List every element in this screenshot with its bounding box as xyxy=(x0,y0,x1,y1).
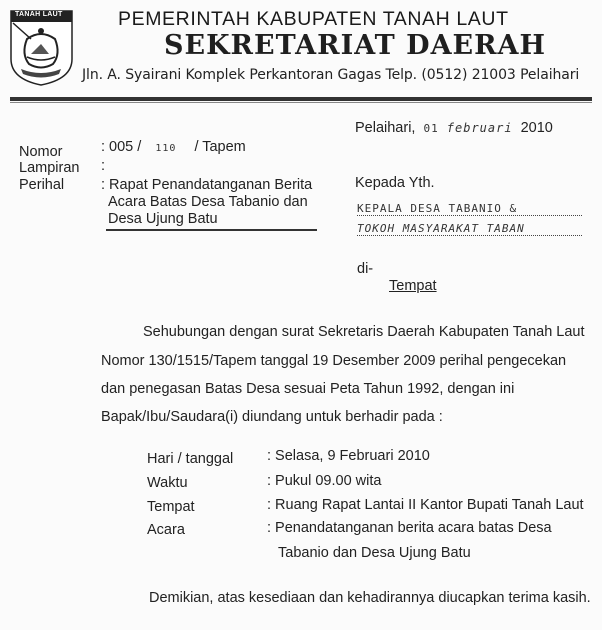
lampiran-value: : xyxy=(101,158,106,174)
recipient-line-2: TOKOH MASYARAKAT TABAN xyxy=(357,222,582,236)
detail-value-waktu: : Pukul 09.00 wita xyxy=(267,473,382,489)
perihal-line-3: Desa Ujung Batu xyxy=(108,211,218,227)
perihal-label: Perihal xyxy=(19,177,65,193)
detail-label-acara: Acara xyxy=(147,522,185,538)
logo-label: TANAH LAUT xyxy=(15,11,63,18)
perihal-underline xyxy=(106,229,317,231)
body-line-1: Sehubungan dengan surat Sekretaris Daerah Kabupaten Tanah Laut xyxy=(143,324,585,340)
government-name: PEMERINTAH KABUPATEN TANAH LAUT xyxy=(118,8,509,30)
di-label: di- xyxy=(357,261,374,277)
month-handwritten: februari xyxy=(446,121,513,135)
letterhead-divider xyxy=(10,97,592,101)
detail-label-waktu: Waktu xyxy=(147,475,188,491)
nomor-label: Nomor xyxy=(19,144,63,160)
closing-text: Demikian, atas kesediaan dan kehadirannya diucapkan terima kasih. xyxy=(149,590,591,606)
salutation: Kepada Yth. xyxy=(355,175,435,191)
body-line-4: Bapak/Ibu/Saudara(i) diundang untuk berhadir pada : xyxy=(101,409,443,425)
day-handwritten: 01 xyxy=(423,122,439,135)
perihal-line-2: Acara Batas Desa Tabanio dan xyxy=(108,194,308,210)
detail-value-acara-cont: Tabanio dan Desa Ujung Batu xyxy=(278,545,471,561)
body-line-3: dan penegasan Batas Desa sesuai Peta Tahun 1992, dengan ini xyxy=(101,381,515,397)
lampiran-label: Lampiran xyxy=(19,160,80,176)
body-line-2: Nomor 130/1515/Tapem tanggal 19 Desember 2009 perihal pengecekan xyxy=(101,353,567,369)
nomor-prefix: : 005 / xyxy=(101,139,142,155)
place-date xyxy=(355,120,553,136)
nomor-handwritten: 110 xyxy=(155,143,177,154)
tanah-laut-emblem-icon xyxy=(9,9,74,86)
detail-value-hari: : Selasa, 9 Februari 2010 xyxy=(267,448,430,464)
regency-logo xyxy=(9,9,74,86)
tempat-label: Tempat xyxy=(389,278,437,294)
detail-value-acara: : Penandatanganan berita acara batas Desa xyxy=(267,520,552,536)
nomor-value xyxy=(101,139,246,155)
office-name: SEKRETARIAT DAERAH xyxy=(164,30,546,61)
recipient-line-1: KEPALA DESA TABANIO & xyxy=(357,202,582,216)
detail-label-hari: Hari / tanggal xyxy=(147,451,234,467)
year: 2010 xyxy=(520,120,553,136)
perihal-line-1: : Rapat Penandatanganan Berita xyxy=(101,177,313,193)
letterhead-divider-thin xyxy=(10,102,592,103)
nomor-suffix: / Tapem xyxy=(194,139,246,155)
detail-value-tempat: : Ruang Rapat Lantai II Kantor Bupati Tanah Laut xyxy=(267,497,584,513)
office-address: Jln. A. Syairani Komplek Perkantoran Gagas Telp. (0512) 21003 Pelaihari xyxy=(82,67,580,83)
place-name: Pelaihari, xyxy=(355,120,416,136)
detail-label-tempat: Tempat xyxy=(147,499,195,515)
